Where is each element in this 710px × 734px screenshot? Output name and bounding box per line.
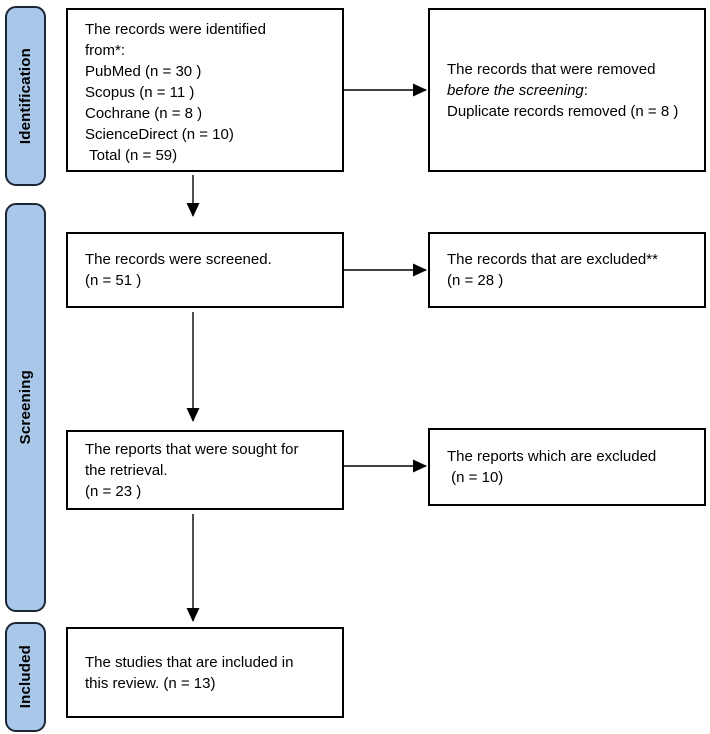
line-suffix: :: [583, 81, 588, 99]
box-records-screened: [66, 232, 344, 308]
box-text-line: PubMed (n = 30 ): [85, 63, 202, 80]
box-text-line: The reports which are excluded: [447, 448, 657, 465]
box-text-line: The records that were removed: [447, 60, 656, 78]
box-reports-excluded: [428, 428, 706, 506]
stage-label-screening: [5, 203, 46, 612]
box-text-line: The records that are excluded**: [447, 251, 658, 268]
box-text-line: (n = 28 ): [447, 272, 504, 289]
box-text-line: The records were screened.: [85, 251, 272, 268]
box-text-line: The reports that were sought for: [85, 440, 299, 458]
box-text-line: Cochrane (n = 8 ): [85, 105, 203, 122]
box-text-line: (n = 23 ): [85, 482, 142, 500]
box-text-line: Total (n = 59): [85, 147, 178, 164]
box-records-removed-before-screening: [428, 8, 706, 172]
box-text-line: [447, 80, 692, 101]
stage-label-identification-text: Identification: [17, 47, 34, 145]
stage-label-included-text: Included: [17, 645, 34, 709]
stage-label-included: [5, 622, 46, 732]
box-text-line: The studies that are included in: [85, 653, 294, 671]
box-reports-sought: [66, 430, 344, 510]
box-records-excluded: [428, 232, 706, 308]
stage-label-identification: [5, 6, 46, 186]
box-text-line: (n = 10): [447, 469, 504, 486]
italic-phrase: before the screening: [447, 81, 584, 99]
box-studies-included: [66, 627, 344, 718]
box-text-line: from*:: [85, 42, 126, 59]
box-text-line: the retrieval.: [85, 461, 168, 479]
box-text-line: (n = 51 ): [85, 272, 142, 289]
box-text-line: ScienceDirect (n = 10): [85, 126, 234, 143]
box-text-line: this review. (n = 13): [85, 674, 216, 692]
box-records-identified: [66, 8, 344, 172]
box-text-line: Scopus (n = 11 ): [85, 84, 195, 101]
box-text-line: The records were identified: [85, 21, 266, 38]
box-text-line: Duplicate records removed (n = 8 ): [447, 102, 679, 120]
stage-label-screening-text: Screening: [17, 370, 34, 445]
